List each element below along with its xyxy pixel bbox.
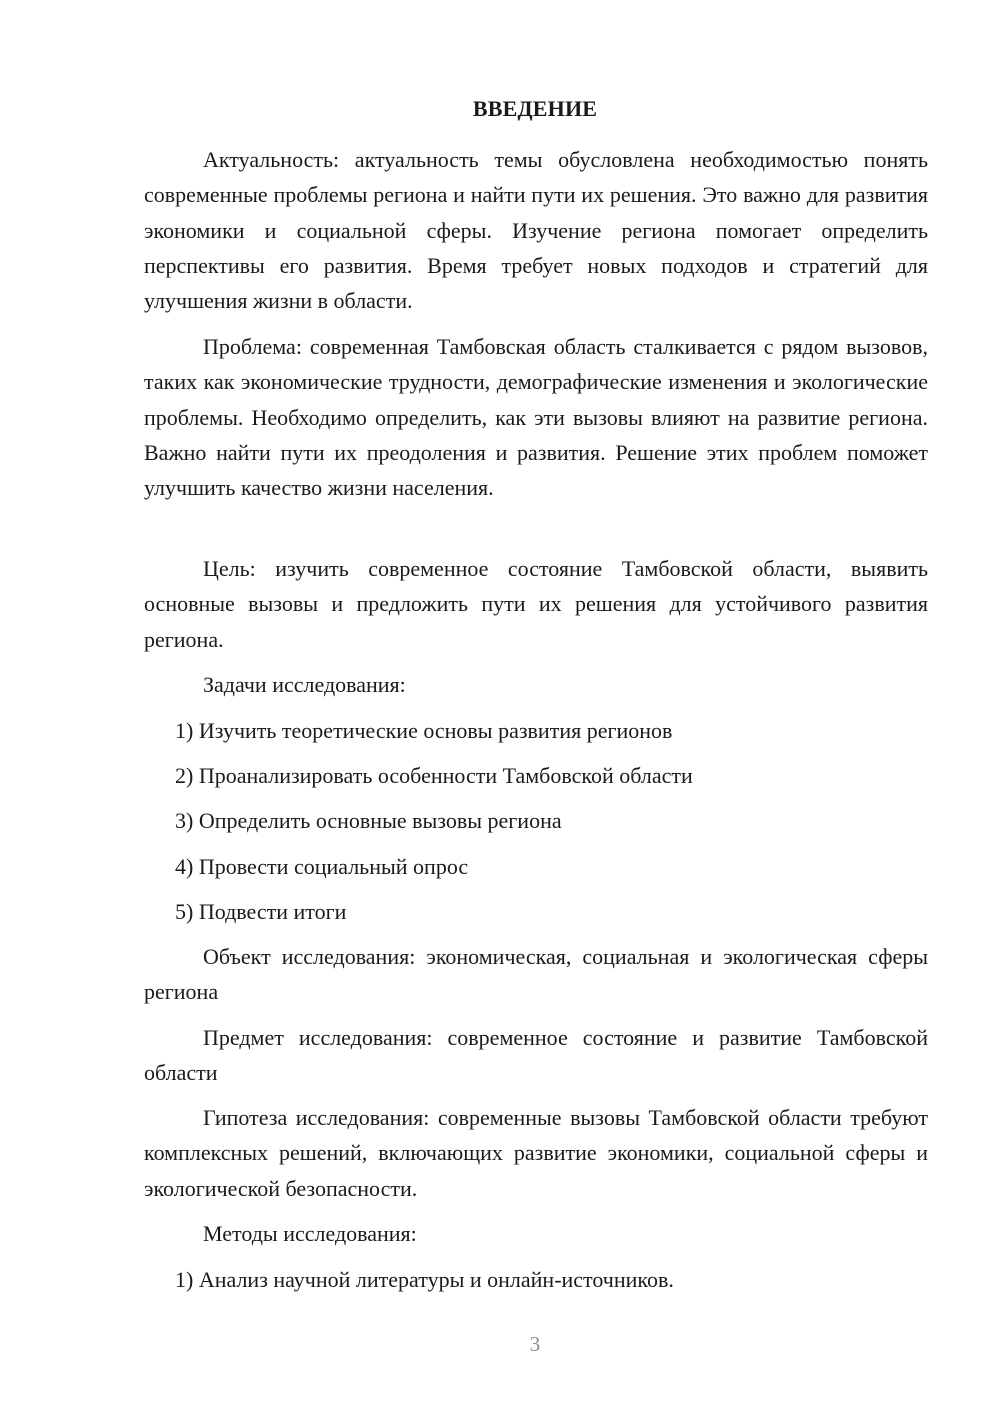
page-title: ВВЕДЕНИЕ (472, 96, 598, 121)
page-number: 3 (529, 1332, 541, 1356)
paragraph-subject: Предмет исследования: современное состояние и развитие Тамбовской области (144, 1025, 928, 1086)
method-item: 1) Анализ научной литературы и онлайн-источников. (175, 1267, 674, 1292)
paragraph-relevance: Актуальность: актуальность темы обусловлена необходимостью понять современные проблемы региона и найти пути их решения. Это важно для развития экономики и социальной сферы. Изучение региона помогает определить перспективы его развития. Время требует новых подходов и стратегий для улучшения жизни в области. (144, 147, 928, 314)
task-item: 4) Провести социальный опрос (175, 854, 469, 879)
paragraph-problem: Проблема: современная Тамбовская область сталкивается с рядом вызовов, таких как экономические трудности, демографические изменения и экологические проблемы. Необходимо определить, как эти вызовы влияют на развитие региона. Важно найти пути их преодоления и развития. Решение этих проблем поможет улучшить качество жизни населения. (144, 334, 928, 501)
task-item: 1) Изучить теоретические основы развития регионов (175, 718, 673, 743)
task-item: 3) Определить основные вызовы региона (175, 808, 562, 833)
tasks-label: Задачи исследования: (203, 672, 406, 697)
task-item: 2) Проанализировать особенности Тамбовской области (175, 763, 693, 788)
methods-label: Методы исследования: (203, 1221, 417, 1246)
paragraph-object: Объект исследования: экономическая, социальная и экологическая сферы региона (144, 944, 928, 1005)
task-item: 5) Подвести итоги (175, 899, 347, 924)
paragraph-hypothesis: Гипотеза исследования: современные вызовы Тамбовской области требуют комплексных решений, включающих развитие экономики, социальной сферы и экологической безопасности. (144, 1105, 928, 1201)
paragraph-goal: Цель: изучить современное состояние Тамбовской области, выявить основные вызовы и предложить пути их решения для устойчивого развития региона. (144, 556, 928, 652)
